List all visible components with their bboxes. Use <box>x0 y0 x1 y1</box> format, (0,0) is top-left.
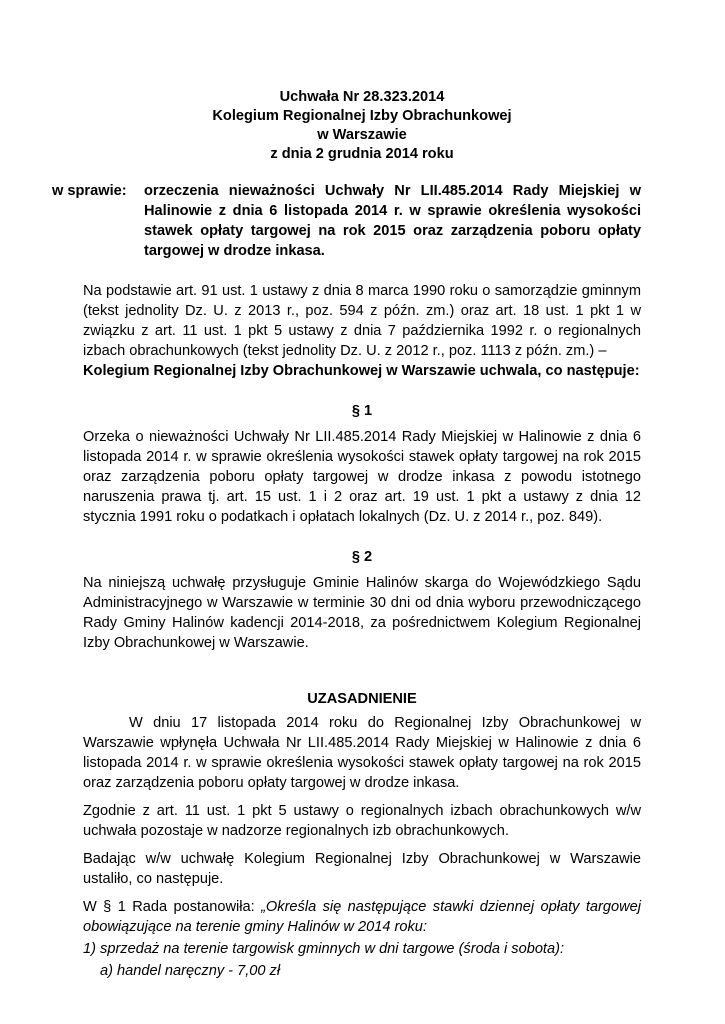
rate-list-item-1a: a) handel naręczny - 7,00 zł <box>100 963 281 979</box>
justification-para-4 <box>83 897 641 937</box>
section-1-heading: § 1 <box>351 403 373 419</box>
justification-para-3: Badając w/w uchwałę Kolegium Regionalnej Izby Obrachunkowej w Warszawie ustaliło, co następuje. <box>83 851 641 887</box>
subject-text <box>52 181 641 261</box>
section-2-text: Na niniejszą uchwałę przysługuje Gminie Halinów skarga do Wojewódzkiego Sądu Administracyjnego w Warszawie w terminie 30 dni od dnia wyboru przewodniczącego Rady Gminy Halinów kadencji 2014-2018, za pośrednictwem Kolegium Regionalnej Izby Obrachunkowej w Warszawie. <box>83 575 641 651</box>
subject-block <box>52 181 641 261</box>
section-1-text: Orzeka o nieważności Uchwały Nr LII.485.2014 Rady Miejskiej w Halinowie z dnia 6 listopada 2014 r. w sprawie określenia wysokości stawek opłaty targowej na rok 2015 oraz zarządzenia poboru opłaty targowej w drodze inkasa z powodu istotnego naruszenia prawa tj. art. 15 ust. 1 i 2 oraz art. 19 ust. 1 pkt a ustawy z dnia 12 stycznia 1991 roku o podatkach i opłatach lokalnych (Dz. U. z 2014 r., poz. 849). <box>83 429 641 525</box>
section-2-heading: § 2 <box>351 549 373 565</box>
legal-basis: Na podstawie art. 91 ust. 1 ustawy z dnia 8 marca 1990 roku o samorządzie gminnym (tekst jednolity Dz. U. z 2013 r., poz. 594 z późn. zm.) oraz art. 18 ust. 1 pkt 1 w związku z art. 11 ust. 1 pkt 5 ustawy z dnia 7 października 1992 r. o regionalnych izbach obrachunkowych (tekst jednolity Dz. U. z 2012 r., poz. 1113 z późn. zm.) – <box>83 283 641 359</box>
para-4-quote: „Określa się następujące stawki dziennej opłaty targowej obowiązujące na terenie gminy Halinów w 2014 roku: <box>83 899 642 935</box>
resolution-statement: Kolegium Regionalnej Izby Obrachunkowej w Warszawie uchwala, co następuje: <box>83 363 640 379</box>
title-line-1: Uchwała Nr 28.323.2014 <box>279 89 445 105</box>
justification-para-2: Zgodnie z art. 11 ust. 1 pkt 5 ustawy o regionalnych izbach obrachunkowych w/w uchwała pozostaje w nadzorze regionalnych izb obrachunkowych. <box>83 803 641 839</box>
document-page <box>52 88 642 981</box>
justification-heading: UZASADNIENIE <box>307 691 417 707</box>
subject-text-content: orzeczenia nieważności Uchwały Nr LII.485.2014 Rady Miejskiej w Halinowie z dnia 6 listopada 2014 r. w sprawie określenia wysokości stawek opłaty targowej na rok 2015 oraz zarządzenia poboru opłaty targowej w drodze inkasa. <box>144 183 641 259</box>
subject-label: w sprawie: <box>52 183 127 199</box>
rate-list-item-1: 1) sprzedaż na terenie targowisk gminnych w dni targowe (środa i sobota): <box>83 941 565 957</box>
title-line-4: z dnia 2 grudnia 2014 roku <box>270 146 454 162</box>
justification-para-1: W dniu 17 listopada 2014 roku do Regionalnej Izby Obrachunkowej w Warszawie wpłynęła Uchwała Nr LII.485.2014 Rady Miejskiej w Halinowie z dnia 6 listopada 2014 r. w sprawie określenia wysokości stawek opłaty targowej na rok 2015 oraz zarządzenia poboru opłaty targowej w drodze inkasa. <box>83 715 641 791</box>
para-4-lead: W § 1 Rada postanowiła: <box>83 899 262 915</box>
document-title <box>83 88 641 164</box>
title-line-3: w Warszawie <box>317 127 407 143</box>
title-line-2: Kolegium Regionalnej Izby Obrachunkowej <box>212 108 512 124</box>
